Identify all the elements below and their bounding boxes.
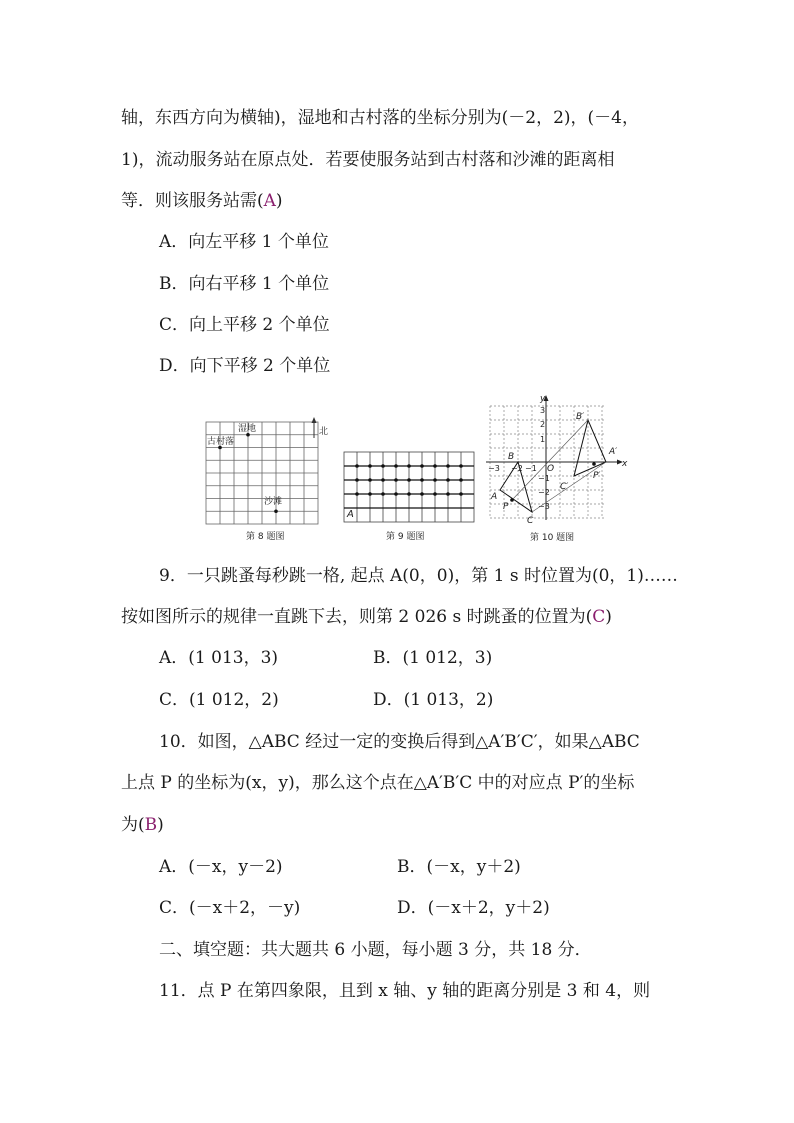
- q8-option-b: B．向右平移 1 个单位: [159, 274, 330, 294]
- y-tick-neg3: −3: [538, 502, 550, 511]
- y-tick-2: 2: [540, 420, 546, 429]
- label-b-prime: B′: [576, 412, 585, 422]
- q8-text-line-2: 1)，流动服务站在原点处．若要使服务站到古村落和沙滩的距离相: [121, 150, 615, 170]
- beach-label: 沙滩: [264, 497, 283, 507]
- figure-9: [338, 446, 482, 544]
- q9-text-line-1: 9．一只跳蚤每秒跳一格, 起点 A(0，0)，第 1 s 时位置为(0，1)……: [159, 566, 678, 586]
- q10-option-d: D．(－x＋2，y＋2): [397, 898, 550, 918]
- q9-answer: C: [592, 607, 606, 627]
- x-tick-neg3: −3: [488, 464, 500, 473]
- label-a-prime: A′: [609, 447, 618, 457]
- x-tick-neg2: −2: [511, 464, 523, 473]
- q10-text-line-3: 为(B): [121, 815, 164, 835]
- figure-10-caption: 第 10 题图: [530, 533, 575, 543]
- x-axis-label: x: [622, 459, 628, 469]
- wetland-label: 湿地: [238, 424, 257, 434]
- beach-point: [274, 509, 278, 513]
- y-tick-1: 1: [540, 435, 546, 444]
- q8-option-d: D．向下平移 2 个单位: [159, 356, 331, 376]
- label-b: B: [508, 452, 515, 462]
- q10-answer: B: [144, 815, 158, 835]
- figure-10: [484, 392, 634, 544]
- q9-option-d: D．(1 013，2): [373, 690, 494, 710]
- q10-option-a: A．(－x，y－2): [159, 857, 283, 877]
- north-label: 北: [319, 427, 329, 437]
- q10-option-b: B．(－x，y＋2): [397, 857, 521, 877]
- label-a: A: [491, 492, 498, 502]
- figure-8: [198, 412, 338, 544]
- label-c: C: [527, 516, 534, 526]
- q8-text-line-3: 等．则该服务站需(A): [121, 191, 283, 211]
- q10-text-line-1: 10．如图，△ABC 经过一定的变换后得到△A′B′C′，如果△ABC: [159, 732, 640, 752]
- figure-9-caption: 第 9 题图: [386, 532, 425, 542]
- x-tick-neg1: −1: [525, 464, 537, 473]
- point-p1: [592, 462, 596, 466]
- q10-text-line-2: 上点 P 的坐标为(x，y)，那么这个点在△A′B′C 中的对应点 P′的坐标: [121, 773, 635, 793]
- y-axis-label: y: [540, 394, 546, 404]
- figure-8-caption: 第 8 题图: [246, 532, 285, 542]
- q10-option-c: C．(－x＋2，－y): [159, 898, 301, 918]
- y-tick-3: 3: [540, 406, 546, 415]
- point-a-label: A: [347, 509, 354, 520]
- village-label: 古村落: [207, 437, 235, 447]
- q8-answer: A: [263, 191, 276, 211]
- q9-option-c: C．(1 012，2): [159, 690, 279, 710]
- q11-text-line-1: 11．点 P 在第四象限，且到 x 轴、y 轴的距离分别是 3 和 4，则: [159, 981, 651, 1001]
- y-tick-neg2: −2: [538, 488, 550, 497]
- label-p: P: [503, 502, 509, 512]
- label-p-prime: P′: [593, 471, 601, 481]
- q9-option-b: B．(1 012，3): [373, 648, 493, 668]
- origin-label: O: [547, 464, 555, 474]
- q8-option-c: C．向上平移 2 个单位: [159, 315, 330, 335]
- q8-text-line-1: 轴，东西方向为横轴)，湿地和古村落的坐标分别为(－2，2)，(－4，: [121, 108, 639, 128]
- point-p: [510, 498, 514, 502]
- q9-option-a: A．(1 013，3): [159, 648, 279, 668]
- y-tick-neg1: −1: [538, 474, 550, 483]
- label-c-prime: C′: [560, 482, 569, 492]
- q8-option-a: A．向左平移 1 个单位: [159, 232, 329, 252]
- q9-text-line-2: 按如图所示的规律一直跳下去，则第 2 026 s 时跳蚤的位置为(C): [121, 607, 612, 627]
- section-2-heading: 二、填空题：共大题共 6 小题，每小题 3 分，共 18 分．: [159, 940, 592, 960]
